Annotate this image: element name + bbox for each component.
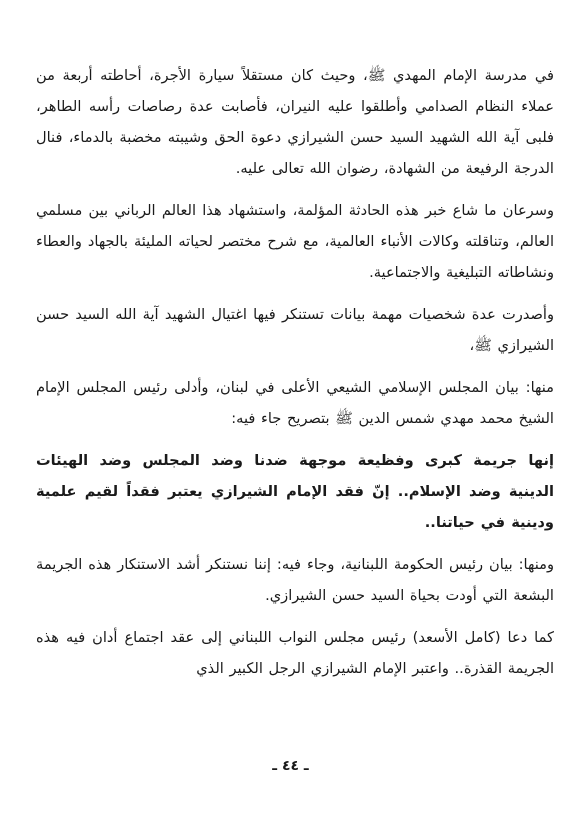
paragraph-6: ومنها: بيان رئيس الحكومة اللبنانية، وجاء فيه: إننا نستنكر أشد الاستنكار هذه الجريمة البشعة التي أودت بحياة السيد حسن الشيرازي. xyxy=(36,556,554,604)
paragraph-gap xyxy=(36,611,554,622)
paragraph-gap xyxy=(36,288,554,299)
paragraph-1: في مدرسة الإمام المهدي ﷺ، وحيث كان مستقلاً سيارة الأجرة، أحاطته أربعة من عملاء النظام الصدامي وأطلقوا عليه النيران، فأصابت عدة رصاصات رأسه الطاهر، فلبى آية الله الشهيد السيد حسن الشيرازي دعوة الحق وشيبته مخضبة بالدماء، فنال الدرجة الرفيعة من الشهادة، رضوان الله تعالى عليه. xyxy=(36,67,554,177)
paragraph-3: وأصدرت عدة شخصيات مهمة بيانات تستنكر فيها اغتيال الشهيد آية الله السيد حسن الشيرازي ﷺ، xyxy=(36,306,554,354)
paragraph-gap xyxy=(36,361,554,372)
page-number: ـ ٤٤ ـ xyxy=(272,758,309,774)
paragraph-7: كما دعا (كامل الأسعد) رئيس مجلس النواب اللبناني إلى عقد اجتماع أدان فيه هذه الجريمة القذرة.. واعتبر الإمام الشيرازي الرجل الكبير الذي xyxy=(36,629,554,677)
paragraph-4: منها: بيان المجلس الإسلامي الشيعي الأعلى في لبنان، وأدلى رئيس المجلس الإمام الشيخ محمد مهدي شمس الدين ﷺ بتصريح جاء فيه: xyxy=(36,379,554,427)
paragraph-2: وسرعان ما شاع خبر هذه الحادثة المؤلمة، واستشهاد هذا العالم الرباني بين مسلمي العالم، وتناقلته وكالات الأنباء العالمية، مع شرح مختصر لحياته المليئة بالجهاد والعطاء ونشاطاته التبليغية والاجتماعية. xyxy=(36,202,554,281)
paragraph-gap xyxy=(36,184,554,195)
body-text xyxy=(36,60,554,684)
paragraph-gap xyxy=(36,434,554,445)
paragraph-5-quote: إنها جريمة كبرى وفظيعة موجهة ضدنا وضد المجلس وضد الهيئات الدينية وضد الإسلام.. إنّ فقد الإمام الشيرازي يعتبر فقداً لقيم علمية ودينية في حياتنا.. xyxy=(36,452,554,531)
paragraph-gap xyxy=(36,538,554,549)
